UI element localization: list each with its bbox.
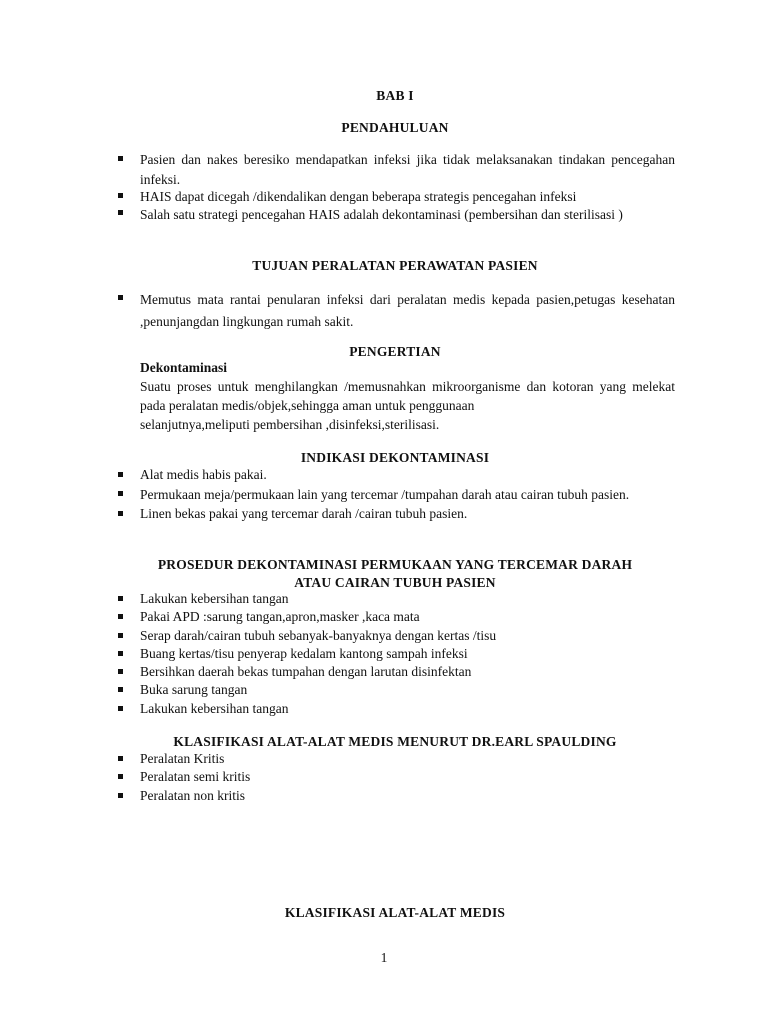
section-heading-klasifikasi: KLASIFIKASI ALAT-ALAT MEDIS: [284, 905, 506, 920]
bullet-icon: [118, 472, 123, 477]
bullet-icon: [118, 756, 123, 761]
section-heading-klasifikasi-spaulding: KLASIFIKASI ALAT-ALAT MEDIS MENURUT DR.EARL SPAULDING: [173, 734, 617, 749]
bullet-icon: [118, 210, 123, 215]
list-item: Buka sarung tangan: [115, 681, 675, 699]
list-item: Permukaan meja/permukaan lain yang tercemar /tumpahan darah atau cairan tubuh pasien.: [115, 485, 675, 504]
list-item: Pakai APD :sarung tangan,apron,masker ,kaca mata: [115, 608, 675, 626]
pendahuluan-list: [115, 150, 675, 225]
bullet-icon: [118, 687, 123, 692]
bullet-icon: [118, 633, 123, 638]
section-heading-pendahuluan: PENDAHULUAN: [341, 120, 449, 135]
list-item: Alat medis habis pakai.: [115, 466, 675, 484]
definition-last-line: selanjutnya,meliputi pembersihan ,disinfeksi,sterilisasi.: [140, 417, 440, 432]
definition-body: Suatu proses untuk menghilangkan /memusnahkan mikroorganisme dan kotoran yang melekat pada peralatan medis/objek,sehingga aman untuk penggunaan: [140, 379, 675, 413]
bullet-icon: [118, 614, 123, 619]
prosedur-list: [115, 590, 675, 718]
list-item: Linen bekas pakai yang tercemar darah /cairan tubuh pasien.: [115, 505, 675, 523]
section-heading-tujuan: TUJUAN PERALATAN PERAWATAN PASIEN: [252, 258, 538, 273]
list-item: HAIS dapat dicegah /dikendalikan dengan beberapa strategis pencegahan infeksi: [115, 187, 675, 207]
list-item: Serap darah/cairan tubuh sebanyak-banyaknya dengan kertas /tisu: [115, 627, 675, 645]
bullet-icon: [118, 669, 123, 674]
bullet-icon: [118, 491, 123, 496]
definition-text: [140, 377, 675, 434]
bullet-icon: [118, 295, 123, 300]
bullet-icon: [118, 511, 123, 516]
klasifikasi-list: [115, 750, 675, 805]
list-item: Lakukan kebersihan tangan: [115, 700, 675, 718]
prosedur-heading-line1: PROSEDUR DEKONTAMINASI PERMUKAAN YANG TERCEMAR DARAH: [157, 557, 633, 572]
bullet-icon: [118, 774, 123, 779]
list-item: Buang kertas/tisu penyerap kedalam kantong sampah infeksi: [115, 645, 675, 663]
section-heading-indikasi: INDIKASI DEKONTAMINASI: [300, 450, 490, 465]
bullet-icon: [118, 596, 123, 601]
list-item: Peralatan non kritis: [115, 787, 675, 805]
section-heading-prosedur: [115, 556, 675, 592]
prosedur-heading-line2: ATAU CAIRAN TUBUH PASIEN: [294, 575, 496, 590]
bullet-icon: [118, 793, 123, 798]
list-item: Memutus mata rantai penularan infeksi dari peralatan medis kepada pasien,petugas kesehatan ,penunjangdan lingkungan rumah sakit.: [115, 289, 675, 333]
bullet-icon: [118, 706, 123, 711]
list-item: Peralatan Kritis: [115, 750, 675, 768]
list-item: Bersihkan daerah bekas tumpahan dengan larutan disinfektan: [115, 663, 675, 681]
list-item: Pasien dan nakes beresiko mendapatkan infeksi jika tidak melaksanakan tindakan pencegahan infeksi.: [115, 150, 675, 190]
section-heading-pengertian: PENGERTIAN: [349, 344, 441, 359]
page-number: 1: [380, 950, 388, 965]
bullet-icon: [118, 156, 123, 161]
list-item: Salah satu strategi pencegahan HAIS adalah dekontaminasi (pembersihan dan sterilisasi ): [115, 204, 675, 225]
definition-term: Dekontaminasi: [140, 360, 228, 375]
bullet-icon: [118, 651, 123, 656]
chapter-title: BAB I: [376, 88, 414, 103]
tujuan-list: [115, 289, 675, 333]
list-item: Peralatan semi kritis: [115, 768, 675, 786]
indikasi-list: [115, 466, 675, 523]
bullet-icon: [118, 193, 123, 198]
list-item: Lakukan kebersihan tangan: [115, 590, 675, 608]
